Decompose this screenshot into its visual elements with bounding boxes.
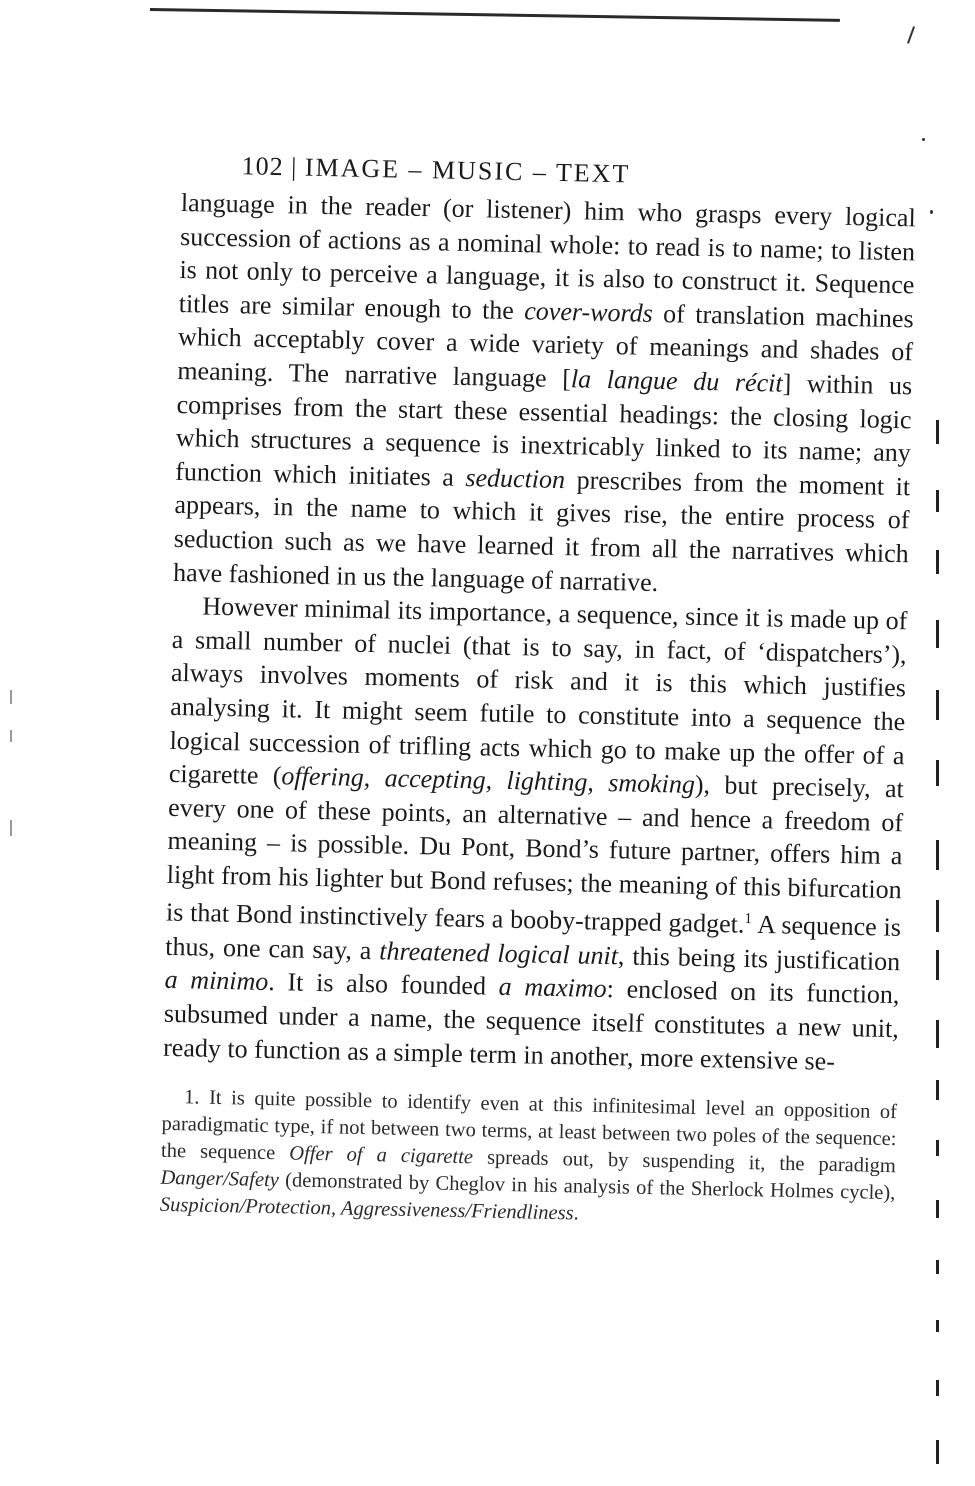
footnote-ref: 1 (744, 911, 753, 928)
paragraph-1: language in the reader (or listener) him who grasps every logical succession of actions as a nominal whole: to read is to name; to listen is not only to perceive a language, it is also to construct it. Sequence titles are similar enough to the cover-words of translation machines which acceptably cover a wide variety of meanings and shades of meaning. The narrative language [la langue du récit] within us comprises from the start these essential headings: the closing logic which structures a sequence is inextricably linked to its name; any function which initiates a seduction prescribes from the moment it appears, in the name to which it gives rise, the entire process of seduction such as we have learned it from all the narratives which have fashioned in us the language of narrative. (172, 187, 917, 597)
scan-edge-line (150, 8, 840, 22)
book-page (160, 150, 917, 1234)
page-number: 102 (241, 151, 284, 182)
book-title: IMAGE – MUSIC – TEXT (304, 152, 631, 189)
right-margin-scan-marks (930, 400, 950, 1480)
body-text (163, 186, 916, 1079)
footnote-1: 1. It is quite possible to identify even at this infinitesimal level an opposition of paradigmatic type, if not between two terms, at least between two poles of the sequence: the sequence Offer of a cigarette spreads out, by suspending it, the paradigm Danger/Safety (demonstrated by Cheglov in his analysis of the Sherlock Holmes cycle), Suspicion/Protection, Aggressiveness/Friendliness. (159, 1086, 898, 1225)
header-separator: | (290, 152, 298, 182)
scan-speck (930, 210, 933, 214)
paragraph-2: However minimal its importance, a sequence, since it is made up of a small number of nuclei (that is to say, in fact, of ‘dispatchers’), always involves moments of risk and it is this which justifies analysing it. It might seem futile to constitute into a sequence the logical succession of trifling acts which go to make up the offer of a cigarette (offering, accepting, lighting, smoking), but precisely, at every one of these points, an alternative – and hence a freedom of meaning – is possible. Du Pont, Bond’s future partner, offers him a light from his lighter but Bond refuses; the meaning of this bifurcation is that Bond instinctively fears a booby-trapped gadget.$^1$ A sequence is thus, one can say, a threatened logical unit, this being its justification a minimo. It is also founded a maximo: enclosed on its function, subsumed under a name, the sequence itself constitutes a new unit, ready to function as a simple term in another, more extensive se- (162, 591, 908, 1076)
scan-tick-mark (907, 26, 915, 44)
left-scan-marks (8, 690, 16, 850)
scan-speck (922, 138, 925, 141)
footnote-number: 1. (183, 1086, 200, 1109)
footnote (160, 1084, 898, 1234)
